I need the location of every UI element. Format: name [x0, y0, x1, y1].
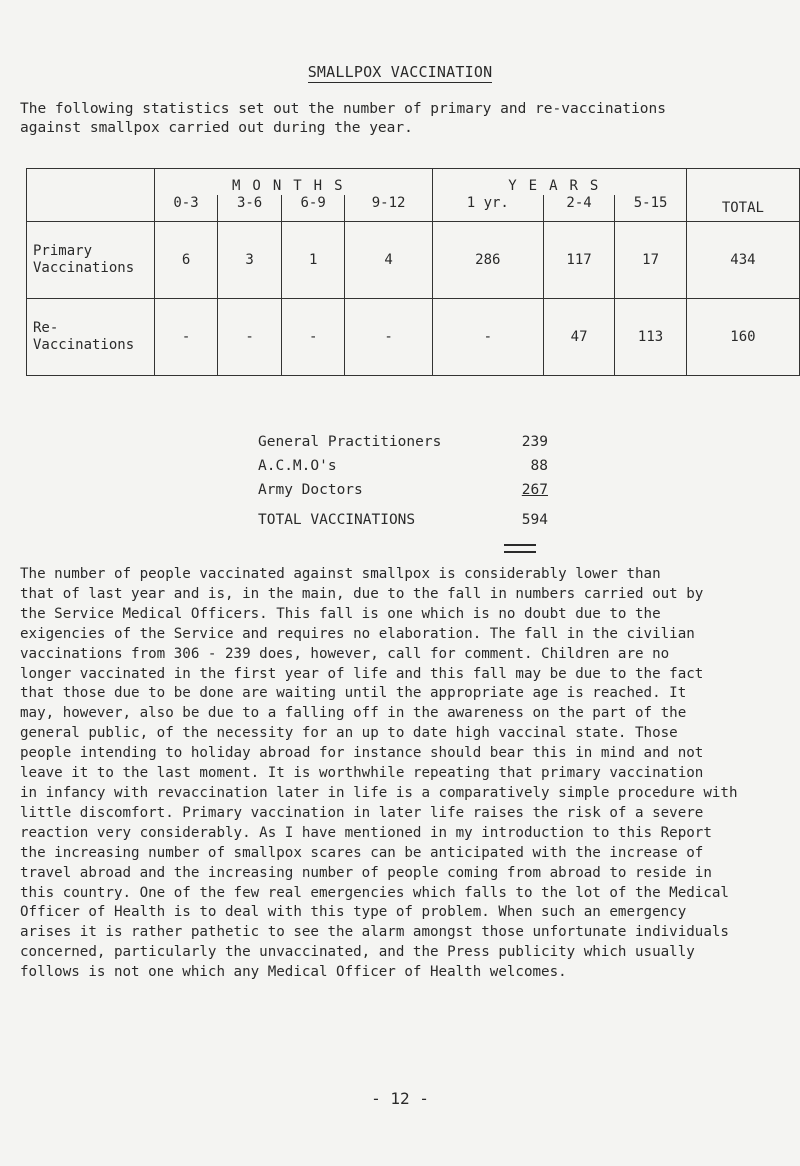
intro-paragraph: The following statistics set out the number of primary and re-vaccinations against smallpox carried out during the year. [20, 101, 667, 136]
table-cell: 17 [615, 222, 687, 299]
row-label: Primary Vaccinations [27, 222, 155, 299]
table-cell: - [281, 299, 345, 376]
table-cell-total: 160 [686, 299, 799, 376]
table-cell-total: 434 [686, 222, 799, 299]
corner-cell [27, 169, 155, 196]
table-cell: 117 [543, 222, 615, 299]
table-cell: 3 [218, 222, 282, 299]
summary-label: A.C.M.O's [258, 458, 337, 474]
months-header: MONTHS [154, 169, 432, 196]
summary-value: 267 [521, 482, 548, 498]
table-row [27, 299, 800, 376]
table-cell: - [345, 299, 432, 376]
column-header: 0-3 [154, 195, 218, 222]
column-header: 2-4 [543, 195, 615, 222]
table-cell: 6 [154, 222, 218, 299]
table-cell: 113 [615, 299, 687, 376]
table-cell: - [432, 299, 543, 376]
summary-list [258, 430, 548, 532]
column-header-total: TOTAL [686, 195, 799, 222]
total-header-top [686, 169, 799, 196]
summary-label: TOTAL VACCINATIONS [258, 512, 416, 528]
body-paragraph: The number of people vaccinated against smallpox is considerably lower than that of last year and is, in the main, due to the fall in numbers carried out by the Service Medical Officers. This fall is one which is no doubt due to the exigencies of the Service and requires no elaboration. The fall in the civilian vaccinations from 306 - 239 does, however, call for comment. Children are no longer vaccinated in the first year of life and this fall may be due to the fact that those due to be done are waiting until the appropriate age is reached. It may, however, also be due to a falling off in the awareness on the part of the general public, of the necessity for an up to date high vaccinal state. Those people intending to holiday abroad for instance should bear this in mind and not leave it to the last moment. It is worthwhile repeating that primary vaccination in infancy with revaccination later in life is a comparatively simple procedure with little discomfort. Primary vaccination in later life raises the risk of a severe reaction very considerably. As I have mentioned in my introduction to this Report the increasing number of smallpox scares can be anticipated with the increase of travel abroad and the increasing number of people coming from abroad to reside in this country. One of the few real emergencies which falls to the lot of the Medical Officer of Health is to deal with this type of problem. When such an emergency arises it is rather pathetic to see the alarm amongst those unfortunate individuals concerned, particularly the unvaccinated, and the Press publicity which usually follows is not one which any Medical Officer of Health welcomes. [20, 566, 738, 981]
column-header: 3-6 [218, 195, 282, 222]
row-label: Re- Vaccinations [27, 299, 155, 376]
column-header: 1 yr. [432, 195, 543, 222]
column-header: 5-15 [615, 195, 687, 222]
summary-value-total: 594 [521, 512, 548, 528]
table-row [27, 222, 800, 299]
summary-label: Army Doctors [258, 482, 363, 498]
summary-row [258, 430, 548, 454]
vaccination-table [26, 168, 800, 376]
summary-label: General Practitioners [258, 434, 442, 450]
page-title: SMALLPOX VACCINATION [307, 63, 493, 81]
summary-value: 88 [530, 458, 548, 474]
table-cell: - [154, 299, 218, 376]
column-header: 9-12 [345, 195, 432, 222]
summary-row [258, 478, 548, 502]
table-cell: 1 [281, 222, 345, 299]
page-number: - 12 - [371, 1089, 429, 1108]
table-cell: - [218, 299, 282, 376]
summary-row [258, 454, 548, 478]
column-header: 6-9 [281, 195, 345, 222]
double-underline [504, 544, 536, 553]
table-cell: 286 [432, 222, 543, 299]
summary-row-total [258, 508, 548, 532]
table-cell: 4 [345, 222, 432, 299]
years-header: YEARS [432, 169, 686, 196]
corner-cell-lower [27, 195, 155, 222]
table-cell: 47 [543, 299, 615, 376]
summary-value: 239 [521, 434, 548, 450]
